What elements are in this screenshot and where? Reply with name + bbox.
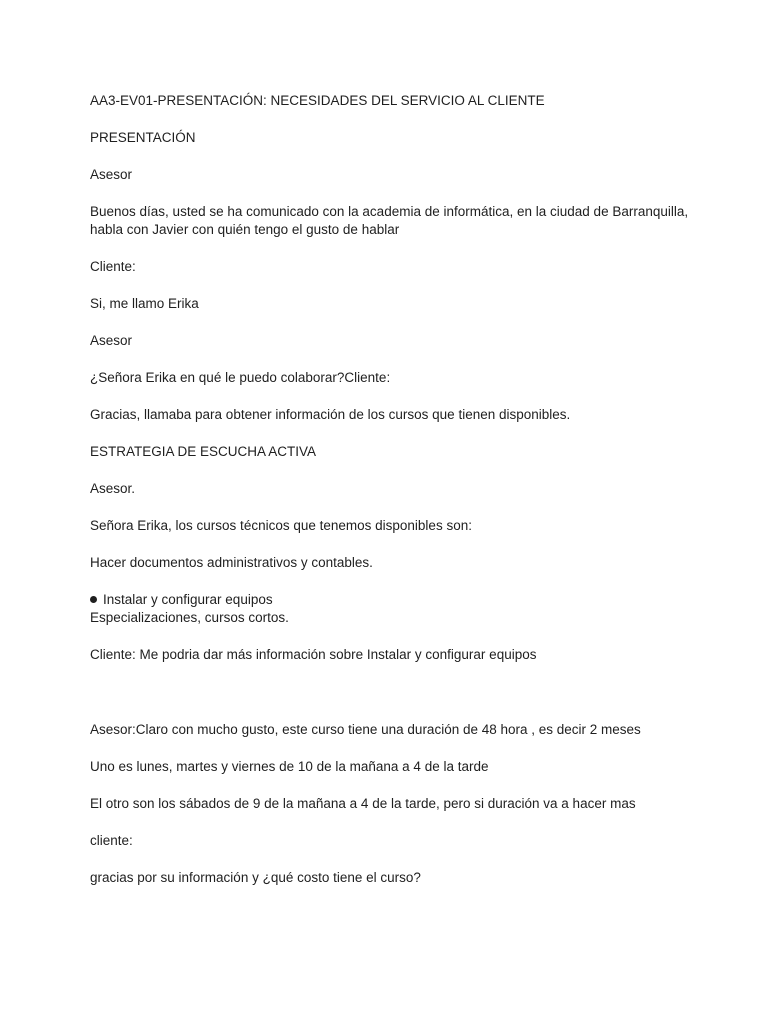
bullet-item [90, 591, 690, 609]
speaker-label: Asesor. [90, 481, 136, 496]
speaker-label: Cliente: [90, 259, 136, 274]
bullet-block [90, 591, 690, 627]
paragraph: Uno es lunes, martes y viernes de 10 de la mañana a 4 de la tarde [90, 759, 489, 774]
paragraph: gracias por su información y ¿qué costo tiene el curso? [90, 870, 421, 885]
paragraph: Buenos días, usted se ha comunicado con la academia de informática, en la ciudad de Barranquilla, habla con Javier con quién tengo el gusto de hablar [90, 204, 689, 237]
bullet-text: Instalar y configurar equipos [103, 592, 273, 607]
speaker-label: Asesor [90, 167, 133, 182]
speaker-label: cliente: [90, 833, 133, 848]
paragraph: Asesor:Claro con mucho gusto, este curso tiene una duración de 48 hora , es decir 2 meses [90, 722, 641, 737]
document-body [90, 92, 690, 906]
paragraph: El otro son los sábados de 9 de la mañana a 4 de la tarde, pero si duración va a hacer mas [90, 796, 636, 811]
paragraph: Hacer documentos administrativos y contables. [90, 555, 373, 570]
bullet-dot-icon [90, 596, 97, 603]
section-heading-escucha-activa: ESTRATEGIA DE ESCUCHA ACTIVA [90, 444, 317, 459]
paragraph: Especializaciones, cursos cortos. [90, 610, 289, 625]
section-heading-presentacion: PRESENTACIÓN [90, 130, 196, 145]
paragraph: Señora Erika, los cursos técnicos que tenemos disponibles son: [90, 518, 472, 533]
paragraph: Gracias, llamaba para obtener información de los cursos que tienen disponibles. [90, 407, 571, 422]
paragraph: Si, me llamo Erika [90, 296, 199, 311]
document-title: AA3-EV01-PRESENTACIÓN: NECESIDADES DEL SERVICIO AL CLIENTE [90, 93, 545, 108]
paragraph: ¿Señora Erika en qué le puedo colaborar?Cliente: [90, 370, 391, 385]
speaker-label: Asesor [90, 333, 133, 348]
blank-spacer [90, 683, 690, 721]
paragraph: Cliente: Me podria dar más información sobre Instalar y configurar equipos [90, 647, 537, 662]
